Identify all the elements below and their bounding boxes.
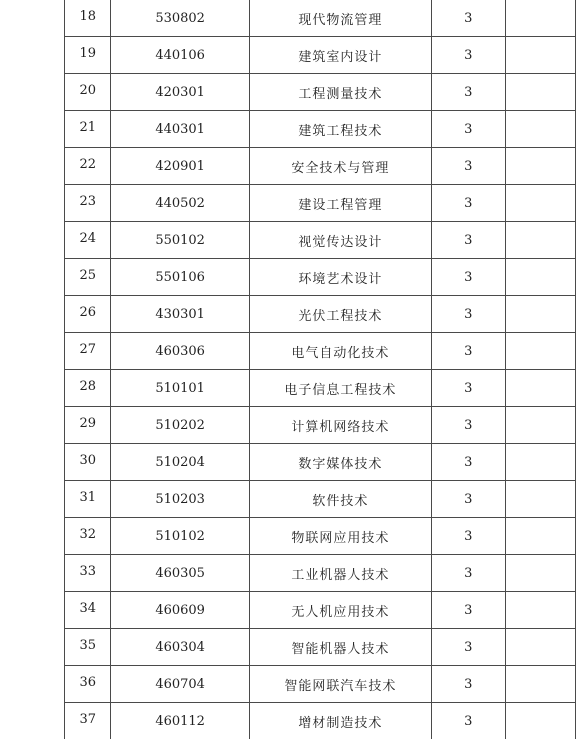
table-row [65, 703, 576, 740]
note-cell [505, 296, 575, 333]
major-name-cell: 现代物流管理 [249, 0, 431, 37]
major-code-cell: 550102 [111, 222, 249, 259]
row-seq-cell: 37 [65, 703, 111, 740]
major-name-cell: 工业机器人技术 [249, 555, 431, 592]
table-row [65, 185, 576, 222]
table-row [65, 444, 576, 481]
major-name-cell: 安全技术与管理 [249, 148, 431, 185]
note-cell [505, 148, 575, 185]
table-row [65, 37, 576, 74]
major-name-cell: 无人机应用技术 [249, 592, 431, 629]
table-row [65, 148, 576, 185]
note-cell [505, 555, 575, 592]
major-name-cell: 环境艺术设计 [249, 259, 431, 296]
major-name-cell: 智能机器人技术 [249, 629, 431, 666]
row-seq-cell: 22 [65, 148, 111, 185]
study-years-cell: 3 [431, 481, 505, 518]
note-cell [505, 222, 575, 259]
major-name-cell: 建筑工程技术 [249, 111, 431, 148]
row-seq-cell: 24 [65, 222, 111, 259]
table-row [65, 333, 576, 370]
study-years-cell: 3 [431, 629, 505, 666]
note-cell [505, 666, 575, 703]
study-years-cell: 3 [431, 407, 505, 444]
row-seq-cell: 23 [65, 185, 111, 222]
table-row [65, 629, 576, 666]
row-seq-cell: 19 [65, 37, 111, 74]
major-code-cell: 510203 [111, 481, 249, 518]
table-row [65, 0, 576, 37]
table-row [65, 555, 576, 592]
table-row [65, 259, 576, 296]
major-name-cell: 建筑室内设计 [249, 37, 431, 74]
row-seq-cell: 34 [65, 592, 111, 629]
note-cell [505, 407, 575, 444]
major-code-cell: 510204 [111, 444, 249, 481]
note-cell [505, 481, 575, 518]
major-code-cell: 420301 [111, 74, 249, 111]
major-name-cell: 光伏工程技术 [249, 296, 431, 333]
major-name-cell: 计算机网络技术 [249, 407, 431, 444]
study-years-cell: 3 [431, 222, 505, 259]
row-seq-cell: 30 [65, 444, 111, 481]
note-cell [505, 333, 575, 370]
majors-table-body [65, 0, 576, 739]
major-name-cell: 数字媒体技术 [249, 444, 431, 481]
study-years-cell: 3 [431, 0, 505, 37]
major-name-cell: 电气自动化技术 [249, 333, 431, 370]
row-seq-cell: 21 [65, 111, 111, 148]
major-code-cell: 510202 [111, 407, 249, 444]
study-years-cell: 3 [431, 370, 505, 407]
table-row [65, 518, 576, 555]
major-code-cell: 510101 [111, 370, 249, 407]
note-cell [505, 111, 575, 148]
row-seq-cell: 29 [65, 407, 111, 444]
table-row [65, 481, 576, 518]
major-code-cell: 460305 [111, 555, 249, 592]
major-code-cell: 460304 [111, 629, 249, 666]
major-name-cell: 软件技术 [249, 481, 431, 518]
major-code-cell: 550106 [111, 259, 249, 296]
major-code-cell: 430301 [111, 296, 249, 333]
study-years-cell: 3 [431, 555, 505, 592]
majors-table [64, 0, 576, 739]
note-cell [505, 629, 575, 666]
major-name-cell: 智能网联汽车技术 [249, 666, 431, 703]
study-years-cell: 3 [431, 592, 505, 629]
note-cell [505, 444, 575, 481]
major-code-cell: 460609 [111, 592, 249, 629]
major-name-cell: 视觉传达设计 [249, 222, 431, 259]
major-code-cell: 530802 [111, 0, 249, 37]
study-years-cell: 3 [431, 37, 505, 74]
study-years-cell: 3 [431, 333, 505, 370]
study-years-cell: 3 [431, 666, 505, 703]
row-seq-cell: 28 [65, 370, 111, 407]
row-seq-cell: 20 [65, 74, 111, 111]
major-code-cell: 460112 [111, 703, 249, 740]
study-years-cell: 3 [431, 185, 505, 222]
major-code-cell: 440502 [111, 185, 249, 222]
note-cell [505, 0, 575, 37]
major-code-cell: 460306 [111, 333, 249, 370]
study-years-cell: 3 [431, 74, 505, 111]
major-code-cell: 510102 [111, 518, 249, 555]
table-row [65, 407, 576, 444]
major-name-cell: 工程测量技术 [249, 74, 431, 111]
study-years-cell: 3 [431, 259, 505, 296]
major-code-cell: 440301 [111, 111, 249, 148]
table-row [65, 370, 576, 407]
table-row [65, 592, 576, 629]
study-years-cell: 3 [431, 518, 505, 555]
major-name-cell: 建设工程管理 [249, 185, 431, 222]
study-years-cell: 3 [431, 296, 505, 333]
study-years-cell: 3 [431, 111, 505, 148]
table-row [65, 296, 576, 333]
note-cell [505, 518, 575, 555]
table-row [65, 666, 576, 703]
major-code-cell: 420901 [111, 148, 249, 185]
note-cell [505, 185, 575, 222]
row-seq-cell: 27 [65, 333, 111, 370]
note-cell [505, 259, 575, 296]
table-row [65, 74, 576, 111]
major-name-cell: 物联网应用技术 [249, 518, 431, 555]
note-cell [505, 74, 575, 111]
note-cell [505, 703, 575, 740]
row-seq-cell: 26 [65, 296, 111, 333]
row-seq-cell: 35 [65, 629, 111, 666]
row-seq-cell: 32 [65, 518, 111, 555]
major-code-cell: 440106 [111, 37, 249, 74]
table-row [65, 111, 576, 148]
row-seq-cell: 33 [65, 555, 111, 592]
study-years-cell: 3 [431, 444, 505, 481]
note-cell [505, 592, 575, 629]
major-name-cell: 增材制造技术 [249, 703, 431, 740]
row-seq-cell: 31 [65, 481, 111, 518]
study-years-cell: 3 [431, 148, 505, 185]
table-row [65, 222, 576, 259]
major-name-cell: 电子信息工程技术 [249, 370, 431, 407]
row-seq-cell: 36 [65, 666, 111, 703]
major-code-cell: 460704 [111, 666, 249, 703]
note-cell [505, 37, 575, 74]
row-seq-cell: 18 [65, 0, 111, 37]
study-years-cell: 3 [431, 703, 505, 740]
row-seq-cell: 25 [65, 259, 111, 296]
note-cell [505, 370, 575, 407]
